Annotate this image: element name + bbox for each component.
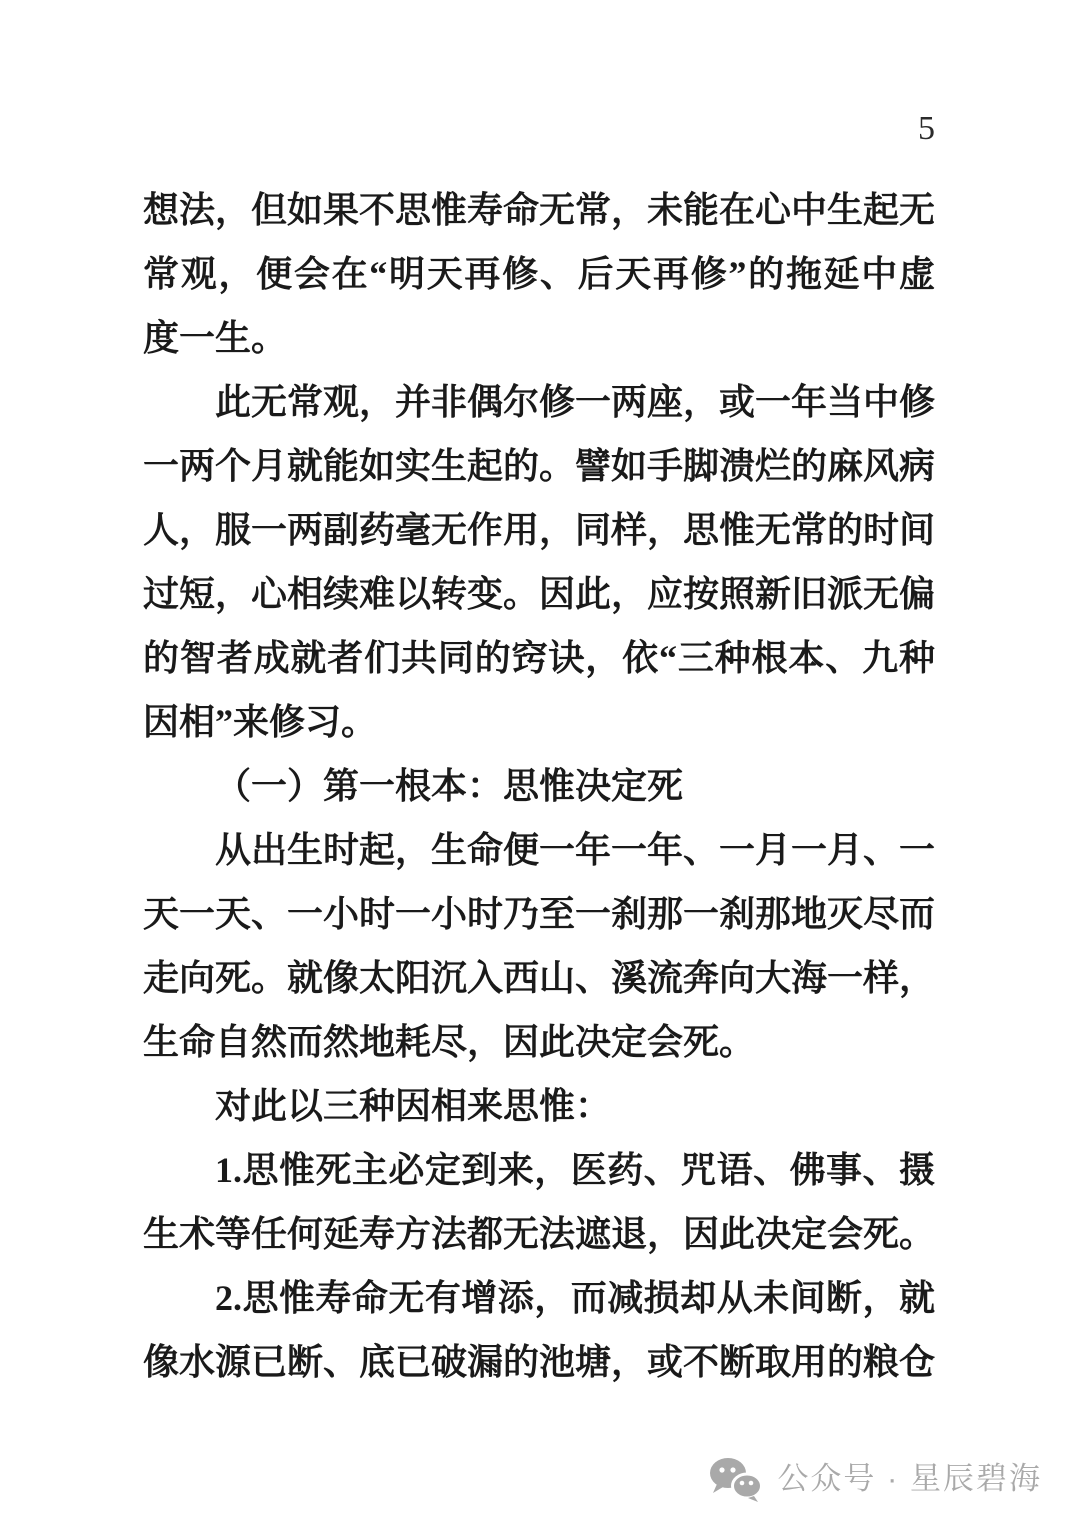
text-line: 的智者成就者们共同的窍诀，依“三种根本、九种	[143, 638, 935, 678]
text-line: 想法，但如果不思惟寿命无常，未能在心中生起无	[143, 190, 936, 230]
text-line: 2.思惟寿命无有增添，而减损却从未间断，就	[215, 1278, 935, 1318]
text-line: 一两个月就能如实生起的。譬如手脚溃烂的麻风病	[143, 446, 936, 486]
watermark	[707, 1456, 1042, 1502]
text-line: 过短，心相续难以转变。因此，应按照新旧派无偏	[143, 574, 936, 614]
text-line: 生术等任何延寿方法都无法遮退，因此决定会死。	[143, 1214, 936, 1254]
text-line: 天一天、一小时一小时乃至一刹那一刹那地灭尽而	[143, 894, 936, 934]
text-line: 常观，便会在“明天再修、后天再修”的拖延中虚	[143, 254, 935, 294]
body-text	[143, 178, 935, 1394]
text-line: 度一生。	[143, 318, 288, 358]
section-heading: （一）第一根本：思惟决定死	[215, 766, 684, 806]
text-line: 走向死。就像太阳沉入西山、溪流奔向大海一样，	[143, 958, 936, 998]
wechat-icon	[707, 1456, 765, 1502]
watermark-label: 公众号 · 星辰碧海	[777, 1461, 1042, 1496]
page-number: 5	[918, 110, 935, 147]
text-line: 1.思惟死主必定到来，医药、咒语、佛事、摄	[215, 1150, 935, 1190]
text-line: 人，服一两副药毫无作用，同样，思惟无常的时间	[143, 510, 936, 550]
text-line: 生命自然而然地耗尽，因此决定会死。	[143, 1022, 756, 1062]
text-line: 此无常观，并非偶尔修一两座，或一年当中修	[215, 382, 936, 422]
text-line: 从出生时起，生命便一年一年、一月一月、一	[215, 830, 936, 870]
text-line: 因相”来修习。	[143, 702, 378, 742]
text-line: 对此以三种因相来思惟：	[215, 1086, 612, 1126]
text-line: 像水源已断、底已破漏的池塘，或不断取用的粮仓	[143, 1342, 936, 1382]
